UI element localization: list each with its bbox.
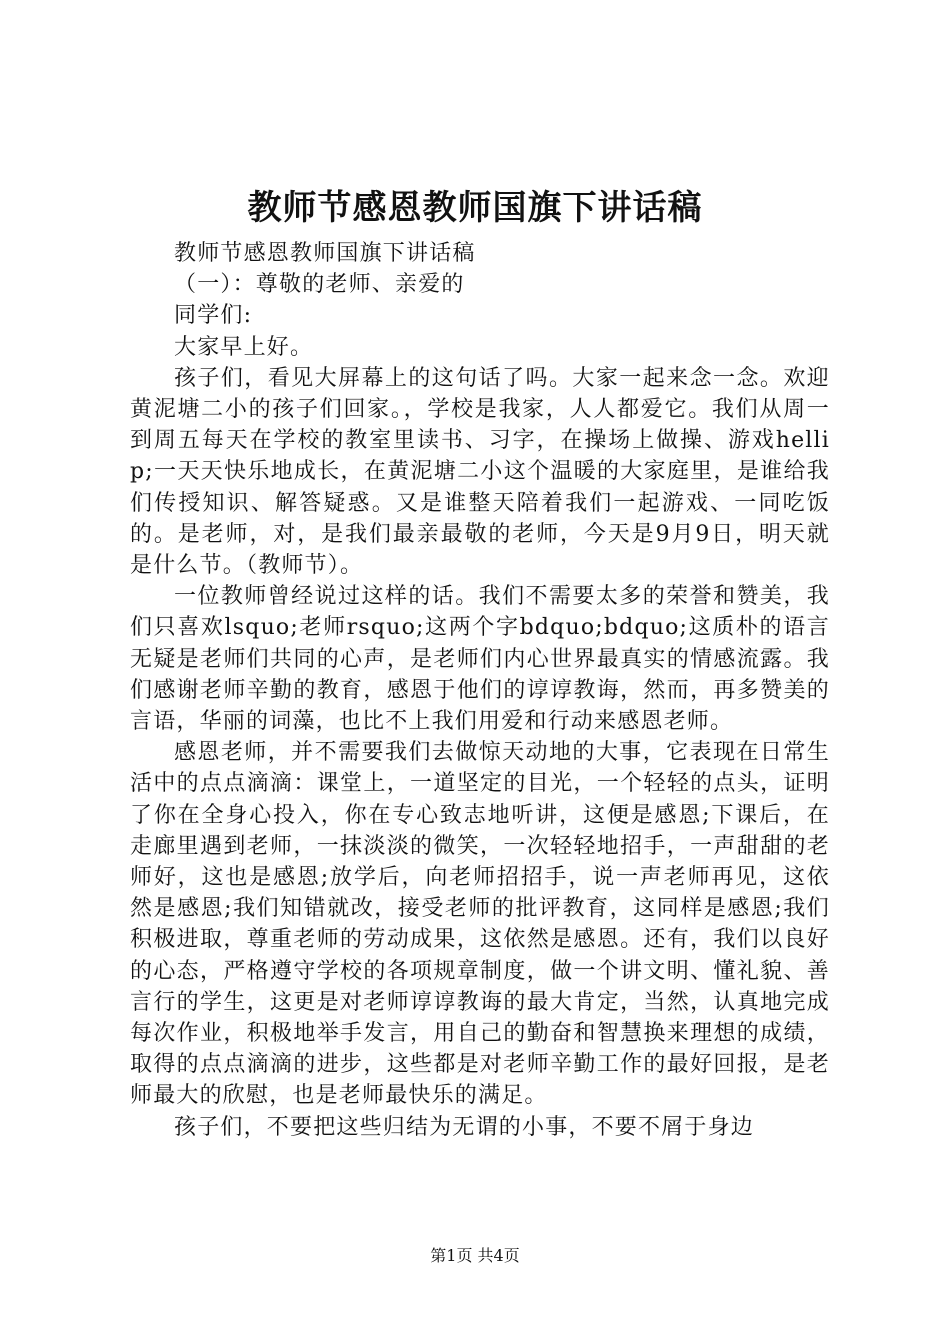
document-title: 教师节感恩教师国旗下讲话稿 — [247, 188, 703, 228]
page-footer: 第1页 共4页 — [430, 1246, 520, 1265]
paragraph: 教师节感恩教师国旗下讲话稿 — [174, 241, 476, 266]
paragraph: 同学们: — [174, 303, 253, 329]
paragraph: 孩子们，看见大屏幕上的这句话了吗。大家一起来念一念。欢迎黄泥塘二小的孩子们回家。，学校是我家，人人都爱它。我们从周一到周五每天在学校的教室里读书、习字，在操场上做操、游戏hellip;一天天快乐地成长，在黄泥塘二小这个温暖的大家庭里，是谁给我们传授知识、解答疑惑。又是谁整天陪着我们一起游戏、一同吃饭的。是老师，对，是我们最亲最敬的老师，今天是9月9日，明天就是什么节。（教师节）。 — [130, 365, 830, 579]
paragraph: 孩子们，不要把这些归结为无谓的小事，不要不屑于身边 — [174, 1114, 755, 1140]
paragraph: 大家早上好。 — [174, 334, 314, 360]
paragraph: （一）：尊敬的老师、亲爱的 — [174, 272, 465, 298]
paragraph: 感恩老师，并不需要我们去做惊天动地的大事，它表现在日常生活中的点点滴滴：课堂上，一道坚定的目光，一个轻轻的点头，证明了你在全身心投入，你在专心致志地听讲，这便是感恩;下课后，在走廊里遇到老师，一抹淡淡的微笑，一次轻轻地招手，一声甜甜的老师好，这也是感恩;放学后，向老师招招手，说一声老师再见，这依然是感恩;我们知错就改，接受老师的批评教育，这同样是感恩;我们积极进取，尊重老师的劳动成果，这依然是感恩。还有，我们以良好的心态，严格遵守学校的各项规章制度，做一个讲文明、懂礼貌、善言行的学生，这更是对老师谆谆教诲的最大肯定，当然，认真地完成每次作业，积极地举手发言，用自己的勤奋和智慧换来理想的成绩，取得的点点滴滴的进步，这些都是对老师辛勤工作的最好回报，是老师最大的欣慰，也是老师最快乐的满足。 — [130, 740, 830, 1109]
paragraph: 一位教师曾经说过这样的话。我们不需要太多的荣誉和赞美，我们只喜欢lsquo;老师rsquo;这两个字bdquo;bdquo;这质朴的语言无疑是老师们共同的心声，是老师们内心世界最真实的情感流露。我们感谢老师辛勤的教育，感恩于他们的谆谆教诲，然而，再多赞美的言语，华丽的词藻，也比不上我们用爱和行动来感恩老师。 — [130, 584, 830, 735]
document-body — [130, 238, 830, 1143]
